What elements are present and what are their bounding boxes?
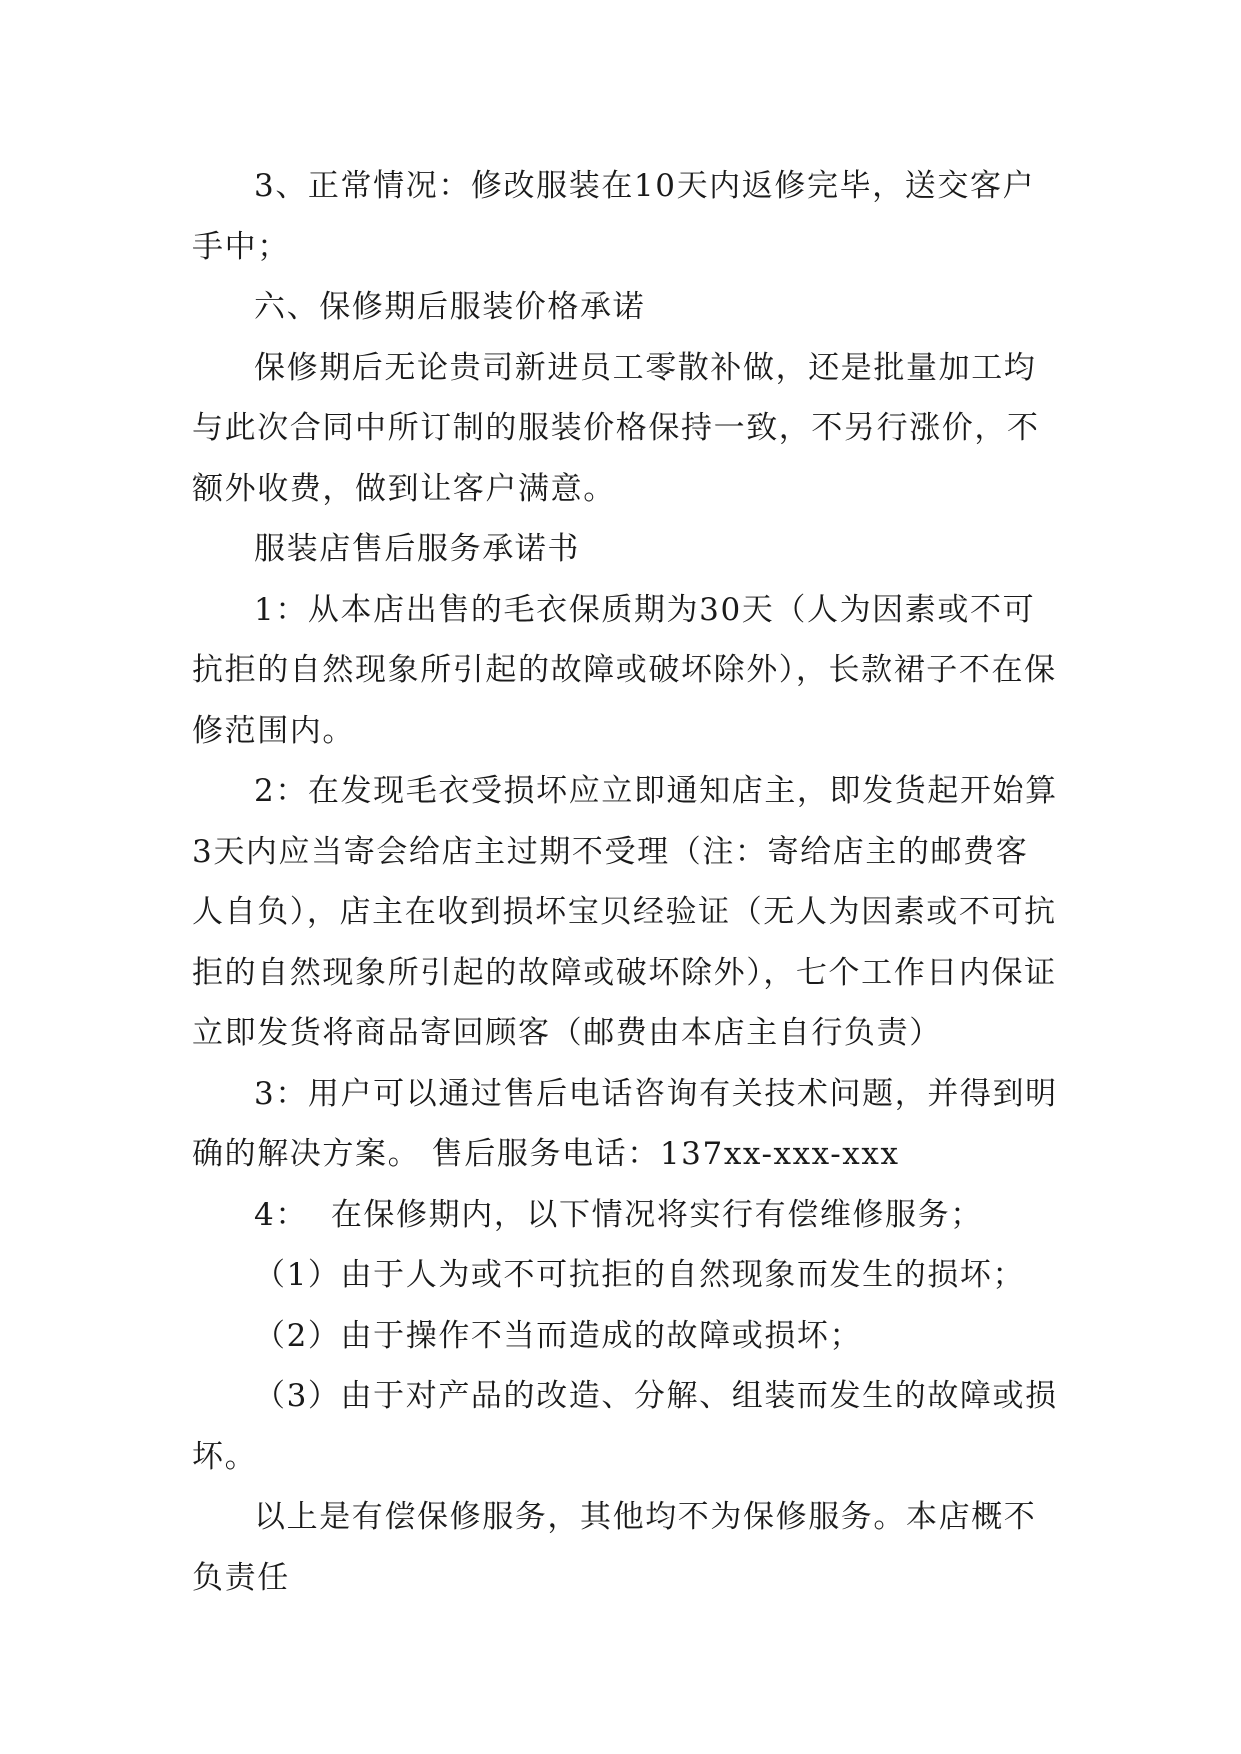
list-item-paid-2: （2）由于操作不当而造成的故障或损坏； [254, 1317, 863, 1354]
paragraph-clause-1: 1：从本店出售的毛衣保质期为30天（人为因素或不可抗拒的自然现象所引起的故障或破坏除外），长款裙子不在保修范围内。 [192, 591, 1057, 749]
document-title-after-sales: 服装店售后服务承诺书 [254, 531, 580, 567]
document-body [192, 156, 1060, 1608]
paragraph-closing: 以上是有偿保修服务，其他均不为保修服务。本店概不负责任 [192, 1499, 1037, 1596]
list-item-paid-3: （3）由于对产品的改造、分解、组装而发生的故障或损坏。 [192, 1378, 1058, 1475]
section-heading-price-promise: 六、保修期后服装价格承诺 [254, 289, 646, 325]
list-item-paid-1: （1）由于人为或不可抗拒的自然现象而发生的损坏； [254, 1257, 1026, 1293]
paragraph-price-consistency: 保修期后无论贵司新进员工零散补做，还是批量加工均与此次合同中所订制的服装价格保持一致，不另行涨价，不额外收费，做到让客户满意。 [192, 349, 1040, 507]
paragraph-clause-4: 4： 在保修期内，以下情况将实行有偿维修服务； [254, 1196, 983, 1233]
paragraph-repair-normal: 3、正常情况：修改服装在10天内返修完毕，送交客户手中； [192, 168, 1036, 265]
paragraph-clause-3: 3：用户可以通过售后电话咨询有关技术问题，并得到明确的解决方案。 售后服务电话：137xx-xxx-xxx [192, 1075, 1058, 1172]
paragraph-clause-2: 2：在发现毛衣受损坏应立即通知店主，即发货起开始算3天内应当寄会给店主过期不受理（注：寄给店主的邮费客人自负），店主在收到损坏宝贝经验证（无人为因素或不可抗拒的自然现象所引起的故障或破坏除外），七个工作日内保证立即发货将商品寄回顾客（邮费由本店主自行负责） [192, 773, 1058, 1051]
